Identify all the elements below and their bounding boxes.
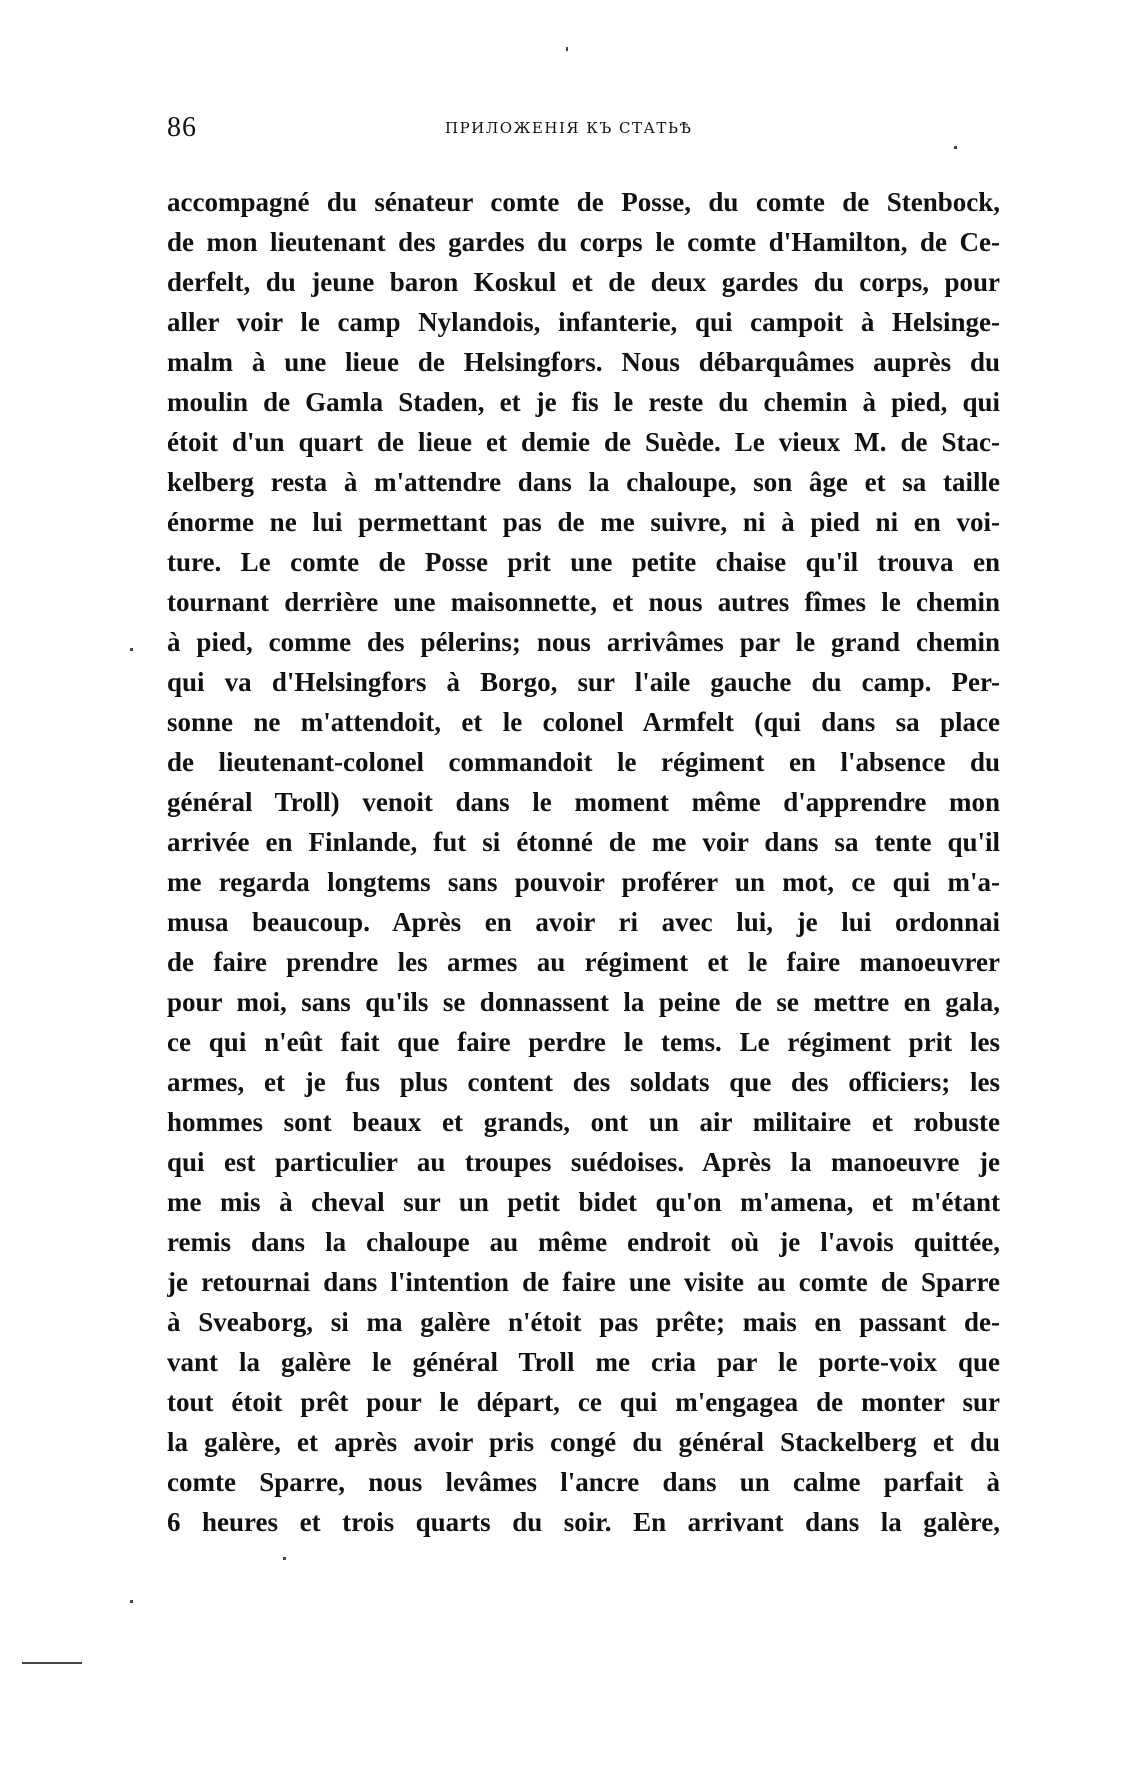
- text-line: à pied, comme des pélerins; nous arrivâmes par le grand chemin: [167, 627, 1000, 657]
- text-line: ture. Le comte de Posse prit une petite chaise qu'il trouva en: [167, 547, 1000, 577]
- text-line: arrivée en Finlande, fut si étonné de me voir dans sa tente qu'il: [167, 827, 1000, 857]
- page-number: 86: [167, 112, 197, 143]
- text-line: vant la galère le général Troll me cria par le porte-voix que: [167, 1347, 1000, 1377]
- text-line: accompagné du sénateur comte de Posse, du comte de Stenbock,: [167, 187, 1000, 217]
- text-line: qui va d'Helsingfors à Borgo, sur l'aile gauche du camp. Per-: [167, 667, 1000, 697]
- text-line: remis dans la chaloupe au même endroit où je l'avois quittée,: [167, 1227, 1000, 1257]
- text-line: de mon lieutenant des gardes du corps le comte d'Hamilton, de Ce-: [167, 227, 1000, 257]
- body-text: [167, 182, 1000, 1542]
- text-line: 6 heures et trois quarts du soir. En arrivant dans la galère,: [167, 1507, 1000, 1537]
- text-line: kelberg resta à m'attendre dans la chaloupe, son âge et sa taille: [167, 467, 1000, 497]
- text-line: hommes sont beaux et grands, ont un air militaire et robuste: [167, 1107, 1000, 1137]
- scan-speck: [130, 1600, 133, 1603]
- scan-speck: [130, 648, 133, 651]
- page-header: [167, 108, 1000, 148]
- text-line: tout étoit prêt pour le départ, ce qui m'engagea de monter sur: [167, 1387, 1000, 1417]
- running-head: ПРИЛОЖЕНІЯ КЪ СТАТЬѢ: [445, 119, 693, 137]
- scan-speck: [283, 1557, 286, 1560]
- text-line: de faire prendre les armes au régiment et le faire manoeuvrer: [167, 947, 1000, 977]
- text-line: sonne ne m'attendoit, et le colonel Armfelt (qui dans sa place: [167, 707, 1000, 737]
- text-line: aller voir le camp Nylandois, infanterie, qui campoit à Helsinge-: [167, 307, 1000, 337]
- text-line: moulin de Gamla Staden, et je fis le reste du chemin à pied, qui: [167, 387, 1000, 417]
- text-line: énorme ne lui permettant pas de me suivre, ni à pied ni en voi-: [167, 507, 1000, 537]
- scan-speck: [954, 146, 957, 149]
- text-line: comte Sparre, nous levâmes l'ancre dans un calme parfait à: [167, 1467, 1000, 1497]
- text-line: la galère, et après avoir pris congé du général Stackelberg et du: [167, 1427, 1000, 1457]
- text-line: malm à une lieue de Helsingfors. Nous débarquâmes auprès du: [167, 347, 1000, 377]
- text-line: étoit d'un quart de lieue et demie de Suède. Le vieux M. de Stac-: [167, 427, 1000, 457]
- margin-rule: [22, 1662, 82, 1664]
- text-line: musa beaucoup. Après en avoir ri avec lui, je lui ordonnai: [167, 907, 1000, 937]
- text-line: général Troll) venoit dans le moment même d'apprendre mon: [167, 787, 1000, 817]
- text-line: me regarda longtems sans pouvoir proférer un mot, ce qui m'a-: [167, 867, 1000, 897]
- text-line: pour moi, sans qu'ils se donnassent la peine de se mettre en gala,: [167, 987, 1000, 1017]
- text-line: armes, et je fus plus content des soldats que des officiers; les: [167, 1067, 1000, 1097]
- scan-speck: [566, 47, 568, 51]
- text-line: me mis à cheval sur un petit bidet qu'on m'amena, et m'étant: [167, 1187, 1000, 1217]
- text-line: derfelt, du jeune baron Koskul et de deux gardes du corps, pour: [167, 267, 1000, 297]
- text-line: de lieutenant-colonel commandoit le régiment en l'absence du: [167, 747, 1000, 777]
- text-line: à Sveaborg, si ma galère n'étoit pas prête; mais en passant de-: [167, 1307, 1000, 1337]
- text-line: ce qui n'eût fait que faire perdre le tems. Le régiment prit les: [167, 1027, 1000, 1057]
- text-line: qui est particulier au troupes suédoises. Après la manoeuvre je: [167, 1147, 1000, 1177]
- text-line: tournant derrière une maisonnette, et nous autres fîmes le chemin: [167, 587, 1000, 617]
- text-line: je retournai dans l'intention de faire une visite au comte de Sparre: [167, 1267, 1000, 1297]
